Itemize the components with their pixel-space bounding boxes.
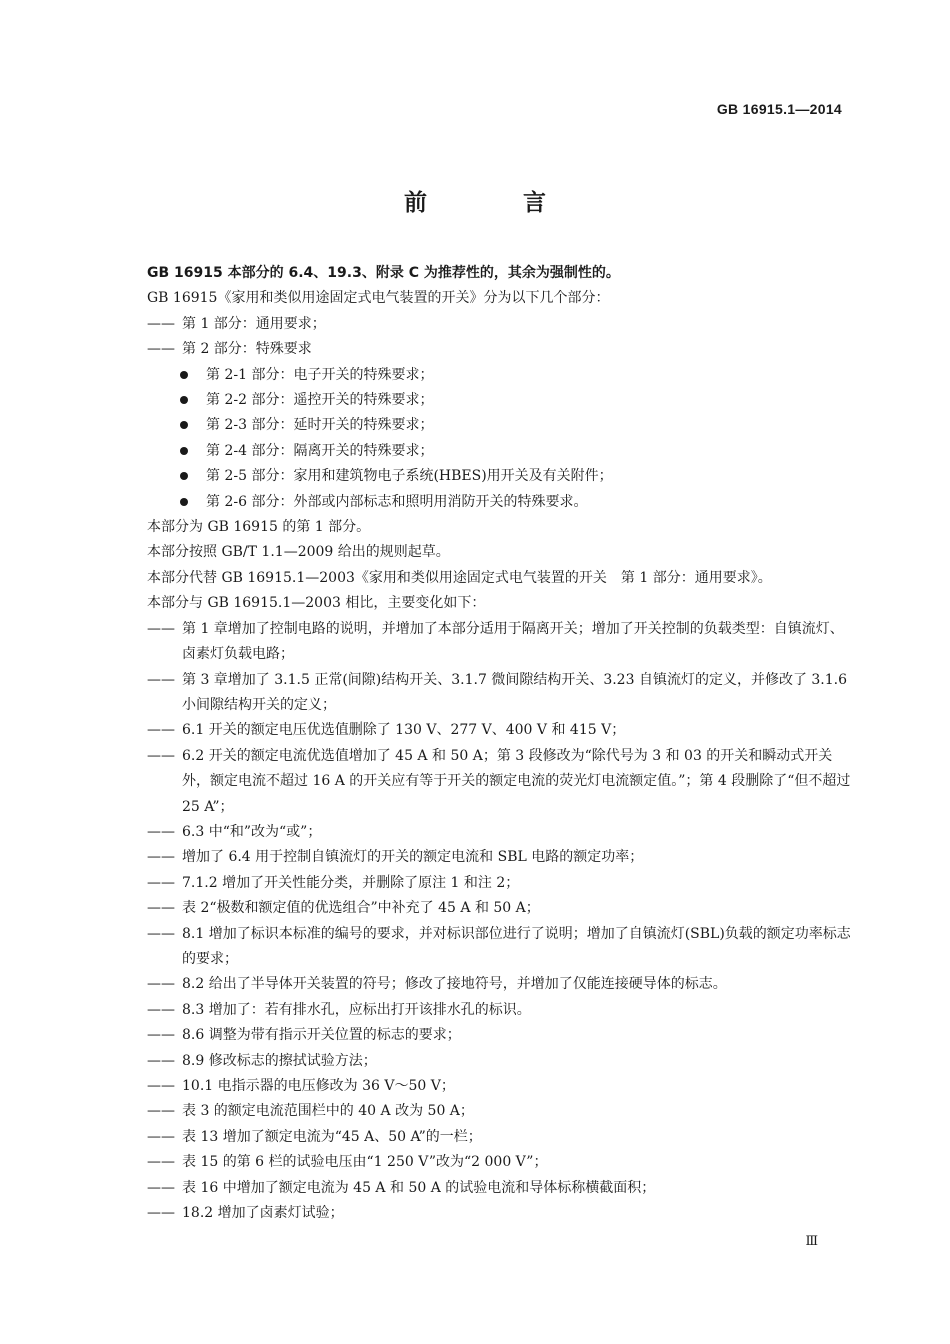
list-item-subpart — [147, 464, 857, 489]
list-item-subpart — [147, 363, 857, 388]
list-item-text: 8.9 修改标志的擦拭试验方法； — [182, 1052, 377, 1069]
paragraph-part-number: 本部分为 GB 16915 的第 1 部分。 — [147, 519, 371, 536]
dash-mark: —— — [147, 1052, 175, 1069]
dash-mark: —— — [147, 1027, 175, 1044]
dash-mark: —— — [147, 1179, 175, 1196]
page-title: 前 言 — [403, 190, 590, 216]
list-item-text: 增加了 6.4 用于控制自镇流灯的开关的额定电流和 SBL 电路的额定功率； — [182, 849, 644, 866]
list-item-text: 第 2-1 部分：电子开关的特殊要求； — [206, 366, 434, 383]
list-item-subpart — [147, 490, 857, 515]
list-item-text: 8.6 调整为带有指示开关位置的标志的要求； — [182, 1027, 461, 1044]
dash-mark: —— — [147, 1128, 175, 1145]
list-item-change — [147, 1125, 857, 1150]
dash-mark: —— — [147, 1001, 175, 1018]
bullet-icon — [180, 498, 188, 506]
list-item-change — [147, 896, 857, 921]
list-item-part — [147, 337, 857, 362]
list-item-change — [147, 972, 857, 997]
dash-mark: —— — [147, 1205, 175, 1222]
list-item-text: 第 2-5 部分：家用和建筑物电子系统(HBES)用开关及有关附件； — [206, 468, 613, 485]
bullet-icon — [180, 447, 188, 455]
paragraph-drafting-rules: 本部分按照 GB/T 1.1—2009 给出的规则起草。 — [147, 544, 450, 561]
list-item-text: 第 2-6 部分：外部或内部标志和照明用消防开关的特殊要求。 — [206, 493, 588, 510]
dash-mark: —— — [147, 823, 175, 840]
list-item-text: 第 2-4 部分：隔离开关的特殊要求； — [206, 442, 434, 459]
paragraph-parts-intro: GB 16915《家用和类似用途固定式电气装置的开关》分为以下几个部分： — [147, 290, 610, 307]
list-item-text: 8.1 增加了标识本标准的编号的要求，并对标识部位进行了说明；增加了自镇流灯(SBL)负载的额定功率标志的要求； — [182, 925, 851, 967]
list-item-text: 8.2 给出了半导体开关装置的符号；修改了接地符号，并增加了仅能连接硬导体的标志。 — [182, 976, 727, 993]
paragraph-recommendation: GB 16915 本部分的 6.4、19.3、附录 C 为推荐性的，其余为强制性的。 — [147, 265, 620, 281]
list-item-text: 表 15 的第 6 栏的试验电压由“1 250 V”改为“2 000 V”； — [182, 1154, 548, 1171]
list-item-change — [147, 922, 857, 973]
standard-number: GB 16915.1—2014 — [716, 101, 842, 117]
list-item-change — [147, 1176, 857, 1201]
list-item-change — [147, 1201, 857, 1226]
list-item-part — [147, 312, 857, 337]
list-item-text: 第 3 章增加了 3.1.5 正常(间隙)结构开关、3.1.7 微间隙结构开关、3.23 自镇流灯的定义，并修改了 3.1.6 小间隙结构开关的定义； — [182, 671, 848, 713]
list-item-change — [147, 718, 857, 743]
bullet-icon — [180, 396, 188, 404]
list-item-change — [147, 668, 857, 719]
list-item-subpart — [147, 413, 857, 438]
list-item-text: 第 2 部分：特殊要求 — [182, 341, 312, 358]
list-item-text: 第 1 章增加了控制电路的说明，并增加了本部分适用于隔离开关；增加了开关控制的负载类型：自镇流灯、卤素灯负载电路； — [182, 620, 844, 663]
dash-mark: —— — [147, 976, 175, 993]
list-item-change — [147, 845, 857, 870]
dash-mark: —— — [147, 1154, 175, 1171]
list-item-change — [147, 1074, 857, 1099]
list-item-text: 8.3 增加了：若有排水孔，应标出打开该排水孔的标识。 — [182, 1001, 531, 1018]
list-item-text: 表 16 中增加了额定电流为 45 A 和 50 A 的试验电流和导体标称横截面积； — [182, 1179, 656, 1196]
list-item-text: 第 2-2 部分：遥控开关的特殊要求； — [206, 392, 434, 409]
dash-mark: —— — [147, 849, 175, 866]
list-item-text: 18.2 增加了卤素灯试验； — [182, 1205, 344, 1222]
dash-mark: —— — [147, 722, 175, 739]
list-item-text: 第 2-3 部分：延时开关的特殊要求； — [206, 417, 434, 434]
dash-mark: —— — [147, 747, 175, 764]
list-item-change — [147, 998, 857, 1023]
dash-mark: —— — [147, 900, 175, 917]
list-item-text: 10.1 电指示器的电压修改为 36 V～50 V； — [182, 1078, 455, 1094]
dash-mark: —— — [147, 671, 175, 688]
dash-mark: —— — [147, 925, 175, 942]
list-item-text: 6.2 开关的额定电流优选值增加了 45 A 和 50 A；第 3 段修改为“除代号为 3 和 03 的开关和瞬动式开关外，额定电流不超过 16 A 的开关应有等于开关的额定电流的荧光灯电流额定值。”；第 4 段删除了“但不超过 25 A”； — [182, 747, 851, 815]
document-body — [147, 261, 857, 1226]
dash-mark: —— — [147, 620, 175, 637]
list-item-change — [147, 1150, 857, 1175]
list-item-change — [147, 1049, 857, 1074]
dash-mark: —— — [147, 1103, 175, 1120]
list-item-text: 6.1 开关的额定电压优选值删除了 130 V、277 V、400 V 和 415 V； — [182, 722, 626, 739]
list-item-change — [147, 1099, 857, 1124]
bullet-icon — [180, 472, 188, 480]
list-item-text: 第 1 部分：通用要求； — [182, 315, 326, 332]
list-item-text: 表 13 增加了额定电流为“45 A、50 A”的一栏； — [182, 1128, 482, 1145]
bullet-icon — [180, 371, 188, 379]
list-item-text: 表 2“极数和额定值的优选组合”中补充了 45 A 和 50 A； — [182, 900, 540, 917]
list-item-subpart — [147, 439, 857, 464]
bullet-icon — [180, 421, 188, 429]
list-item-change — [147, 744, 857, 820]
page-number: Ⅲ — [805, 1234, 818, 1249]
list-item-text: 6.3 中“和”改为“或”； — [182, 823, 322, 840]
list-item-change — [147, 820, 857, 845]
dash-mark: —— — [147, 874, 175, 891]
list-item-change — [147, 871, 857, 896]
dash-mark: —— — [147, 315, 175, 332]
list-item-subpart — [147, 388, 857, 413]
dash-mark: —— — [147, 341, 175, 358]
dash-mark: —— — [147, 1078, 175, 1094]
list-item-text: 7.1.2 增加了开关性能分类，并删除了原注 1 和注 2； — [182, 874, 520, 891]
list-item-text: 表 3 的额定电流范围栏中的 40 A 改为 50 A； — [182, 1103, 474, 1120]
list-item-change — [147, 617, 857, 668]
paragraph-changes-intro: 本部分与 GB 16915.1—2003 相比，主要变化如下： — [147, 595, 486, 612]
paragraph-replaces: 本部分代替 GB 16915.1—2003《家用和类似用途固定式电气装置的开关 第 1 部分：通用要求》。 — [147, 569, 772, 586]
list-item-change — [147, 1023, 857, 1048]
